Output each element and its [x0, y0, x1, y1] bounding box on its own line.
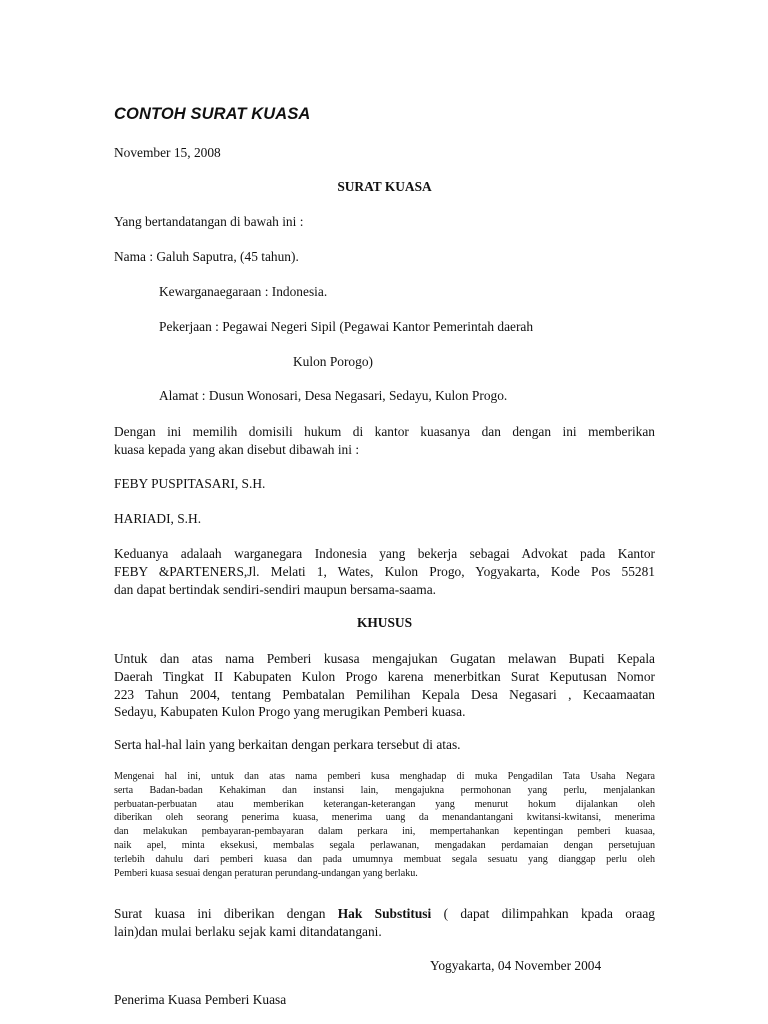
mengenai-line: terlebih dahulu dari pemberi kuasa dan pada umumnya membuat segala sesuatu yang dianggap perlu oleh: [114, 853, 655, 865]
letter-title: SURAT KUASA: [337, 179, 432, 194]
mengenai-paragraph: [114, 770, 655, 880]
recipient-2: HARIADI, S.H.: [114, 511, 202, 526]
keduanya-paragraph: [114, 545, 655, 598]
substitusi-text-pre: Surat kuasa ini diberikan dengan: [114, 906, 326, 921]
letter-date: November 15, 2008: [114, 145, 221, 160]
substitusi-line-1: [114, 905, 655, 923]
pekerjaan-line: Pekerjaan : Pegawai Negeri Sipil (Pegawai Kantor Pemerintah daerah: [159, 319, 534, 334]
mengenai-line: diberikan oleh seorang penerima kuasa, menerima uang da menandantangani kwitansi-kwitansi, menerima: [114, 812, 655, 824]
mengenai-line: dan melakukan pembayaran-pembayaran dalam perkara ini, mempertahankan kepentingan pemberi kuasaa,: [114, 826, 655, 838]
mengenai-line: Pemberi kuasa sesuai dengan peraturan perundang-undangan yang berlaku.: [114, 867, 418, 879]
khusus-heading: KHUSUS: [356, 615, 413, 630]
intro-line: Yang bertandatangan di bawah ini :: [114, 214, 304, 229]
untuk-line-4: Sedayu, Kabupaten Kulon Progo yang merugikan Pemberi kuasa.: [114, 704, 466, 720]
alamat-line: Alamat : Dusun Wonosari, Desa Negasari, Sedayu, Kulon Progo.: [159, 388, 508, 403]
domisili-paragraph: [114, 423, 655, 459]
untuk-paragraph: [114, 650, 655, 721]
hak-substitusi-bold: Hak Substitusi: [337, 906, 432, 921]
keduanya-line-1: Keduanya adalaah warganegara Indonesia yang bekerja sebagai Advokat pada Kantor: [114, 546, 655, 561]
nama-line: Nama : Galuh Saputra, (45 tahun).: [114, 249, 299, 264]
domisili-line-2: kuasa kepada yang akan disebut dibawah ini :: [114, 441, 360, 457]
mengenai-line: serta Badan-badan Kehakiman dan instansi lain, mengajukna permohonan yang perlu, menjalankan: [114, 784, 655, 796]
recipient-1: FEBY PUSPITASARI, S.H.: [114, 476, 266, 491]
untuk-line-2: Daerah Tingkat II Kabupaten Kulon Progo karena menerbitkan Surat Keputusan Nomor: [114, 668, 655, 684]
substitusi-line-2: lain)dan mulai berlaku sejak kami ditandatangani.: [114, 923, 382, 939]
mengenai-line: perbuatan-perbuatan atau memberikan keterangan-keterangan yang menurut hokum dijalankan oleh: [114, 798, 655, 810]
untuk-line-3: 223 Tahun 2004, tentang Pembatalan Pemilihan Kepala Desa Negasari , Kecaamaatan: [114, 686, 655, 702]
mengenai-line: naik apel, minta eksekusi, membalas segala perlawanan, mengadakan perdamaian dengan persetujuan: [114, 839, 655, 851]
keduanya-line-3: dan dapat bertindak sendiri-sendiri maupun bersama-saama.: [114, 581, 437, 597]
mengenai-line: Mengenai hal ini, untuk dan atas nama pemberi kusa menghadap di muka Pengadilan Tata Usaha Negara: [114, 771, 655, 782]
serta-line: Serta hal-hal lain yang berkaitan dengan perkara tersebut di atas.: [114, 737, 461, 752]
signature-labels: Penerima Kuasa Pemberi Kuasa: [114, 992, 287, 1007]
pekerjaan-continuation: Kulon Porogo): [293, 354, 373, 369]
place-and-date: Yogyakarta, 04 November 2004: [430, 958, 602, 973]
kewarganegaraan-line: Kewarganaegaraan : Indonesia.: [159, 284, 328, 299]
substitusi-paragraph: [114, 905, 655, 941]
document-heading: CONTOH SURAT KUASA: [114, 105, 311, 123]
untuk-line-1: Untuk dan atas nama Pemberi kusasa mengajukan Gugatan melawan Bupati Kepala: [114, 651, 655, 666]
substitusi-text-post: ( dapat dilimpahkan kpada oraag: [443, 906, 655, 921]
keduanya-line-2: FEBY &PARTENERS,Jl. Melati 1, Wates, Kulon Progo, Yogyakarta, Kode Pos 55281: [114, 563, 655, 579]
domisili-line-1: Dengan ini memilih domisili hukum di kantor kuasanya dan dengan ini memberikan: [114, 424, 655, 439]
